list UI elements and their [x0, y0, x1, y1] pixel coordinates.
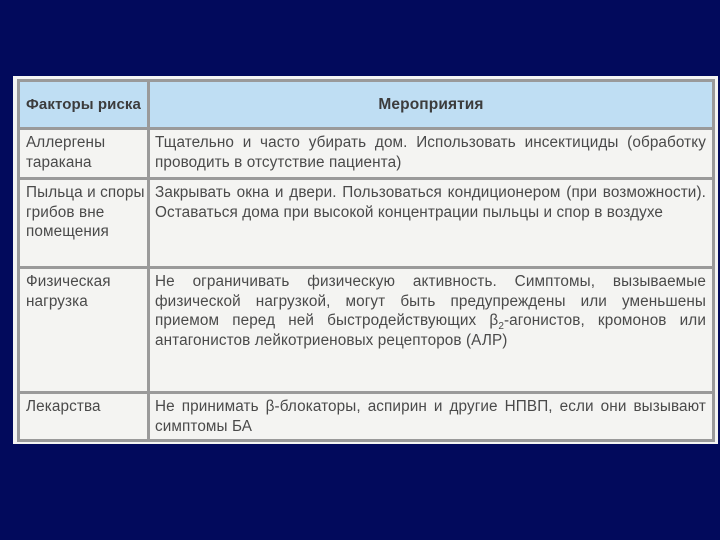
measure-cell: Не принимать β-блокаторы, аспирин и другие НПВП, если они вызывают симптомы БА [149, 393, 714, 441]
risk-factor-cell: Лекарства [19, 393, 149, 441]
measure-subscript: 2 [498, 321, 504, 333]
risk-factor-cell: Физическая нагрузка [19, 268, 149, 393]
measure-text-before: Не ограничивать физическую активность. Симптомы, вызываемые физической нагрузкой, могут быть предупреждены или уменьшены приемом перед ней быстродействующих β [155, 273, 706, 329]
table-row [19, 179, 714, 268]
header-measures: Мероприятия [149, 81, 714, 129]
measure-cell: Закрывать окна и двери. Пользоваться кондиционером (при возможности). Оставаться дома при высокой концентрации пыльцы и спор в воздухе [149, 179, 714, 268]
risk-factor-cell: Аллергены таракана [19, 129, 149, 179]
table-header-row [19, 81, 714, 129]
measure-text-after: -агонистов, кромонов или антагонистов лейкотриеновых рецепторов (АЛР) [155, 312, 706, 349]
risk-factor-cell: Пыльца и споры грибов вне помещения [19, 179, 149, 268]
table-row [19, 268, 714, 393]
table-row [19, 129, 714, 179]
slide-panel [13, 76, 718, 444]
measure-cell: Тщательно и часто убирать дом. Использовать инсектициды (обработку проводить в отсутствие пациента) [149, 129, 714, 179]
measure-cell [149, 268, 714, 393]
table-row [19, 393, 714, 441]
header-risk-factors: Факторы риска [19, 81, 149, 129]
risk-measures-table [17, 79, 715, 442]
